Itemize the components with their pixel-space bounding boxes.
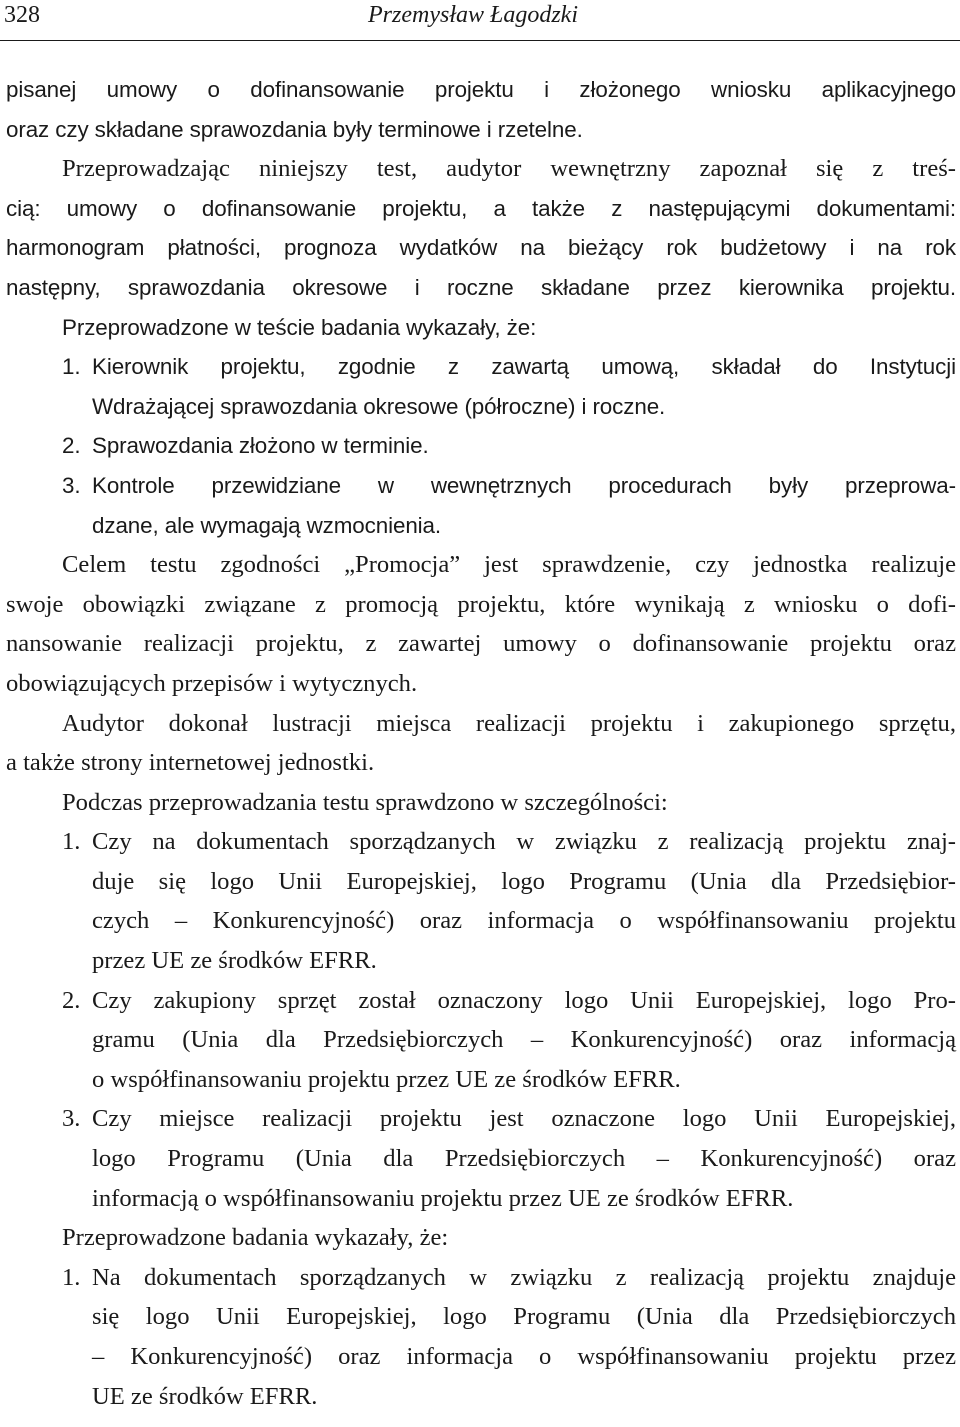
list-item bbox=[6, 1258, 956, 1416]
text-line: – Konkurencyjność) oraz informacja o współfinansowaniu projektu przez bbox=[92, 1343, 956, 1370]
running-head bbox=[4, 0, 956, 30]
text-line: nansowanie realizacji projektu, z zawartej umowy o dofinansowanie projektu oraz bbox=[6, 630, 956, 658]
list-item-text: Czy na dokumentach sporządzanych w związku z realizacją projektu znaj- bbox=[92, 828, 956, 856]
paragraph bbox=[6, 704, 956, 783]
text-line: dzane, ale wymagają wzmocnienia. bbox=[92, 512, 442, 538]
text-line: Wdrażającej sprawozdania okresowe (półroczne) i roczne. bbox=[92, 393, 666, 419]
text-line: o współfinansowaniu projektu przez UE ze środków EFRR. bbox=[92, 1065, 681, 1093]
list-number: 1. bbox=[62, 1263, 81, 1291]
list-intro: Przeprowadzone w teście badania wykazały, że: bbox=[62, 314, 537, 340]
page-number: 328 bbox=[4, 2, 40, 28]
list-item bbox=[6, 1099, 956, 1218]
list-item-text: Na dokumentach sporządzanych w związku z realizacją projektu znajduje bbox=[92, 1263, 956, 1291]
text-line bbox=[6, 466, 956, 506]
list-item bbox=[6, 347, 956, 426]
text-line: Audytor dokonał lustracji miejsca realizacji projektu i zakupionego sprzętu, bbox=[62, 709, 956, 737]
text-line: się logo Unii Europejskiej, logo Programu (Unia dla Przedsiębiorczych bbox=[92, 1303, 956, 1331]
text-line: swoje obowiązki związane z promocją projektu, które wynikają z wniosku o dofi- bbox=[6, 590, 956, 618]
text-line: cią: umowy o dofinansowanie projektu, a także z następującymi dokumentami: bbox=[6, 195, 956, 221]
text-line bbox=[6, 347, 956, 387]
header-rule bbox=[0, 40, 960, 41]
list-item-text: Sprawozdania złożono w terminie. bbox=[92, 433, 429, 459]
paragraph bbox=[6, 545, 956, 703]
list-item bbox=[6, 822, 956, 980]
text-line: pisanej umowy o dofinansowanie projektu i złożonego wniosku aplikacyjnego bbox=[6, 77, 956, 102]
text-line bbox=[6, 1258, 956, 1298]
text-line: informacją o współfinansowaniu projektu przez UE ze środków EFRR. bbox=[92, 1184, 794, 1212]
text-line: przez UE ze środków EFRR. bbox=[92, 947, 377, 975]
text-line: obowiązujących przepisów i wytycznych. bbox=[6, 669, 418, 697]
list-item-text: Czy zakupiony sprzęt został oznaczony logo Unii Europejskiej, logo Pro- bbox=[92, 986, 956, 1014]
list-item bbox=[6, 466, 956, 545]
list-number: 1. bbox=[62, 828, 81, 856]
list-number: 1. bbox=[62, 354, 81, 380]
list-intro: Podczas przeprowadzania testu sprawdzono w szczególności: bbox=[62, 788, 668, 816]
page-body bbox=[6, 70, 956, 1416]
text-line: czych – Konkurencyjność) oraz informacja o współfinansowaniu projektu bbox=[92, 907, 956, 935]
list-item bbox=[6, 981, 956, 1100]
list-number: 2. bbox=[62, 986, 81, 1014]
text-line bbox=[6, 1099, 956, 1139]
paragraph bbox=[6, 149, 956, 307]
results-list bbox=[6, 308, 956, 546]
text-line bbox=[6, 981, 956, 1021]
text-line: UE ze środków EFRR. bbox=[92, 1382, 318, 1410]
list-item-text: Kontrole przewidziane w wewnętrznych procedurach były przeprowa- bbox=[92, 472, 956, 498]
text-line: oraz czy składane sprawozdania były terminowe i rzetelne. bbox=[6, 116, 583, 142]
text-line: duje się logo Unii Europejskiej, logo Programu (Unia dla Przedsiębior- bbox=[92, 867, 956, 895]
list-item bbox=[6, 426, 956, 466]
text-line bbox=[6, 426, 956, 466]
text-line: gramu (Unia dla Przedsiębiorczych – Konkurencyjność) oraz informacją bbox=[92, 1026, 956, 1054]
results-list bbox=[6, 1218, 956, 1416]
list-number: 3. bbox=[62, 1105, 81, 1133]
list-intro: Przeprowadzone badania wykazały, że: bbox=[62, 1224, 449, 1252]
paragraph bbox=[6, 70, 956, 149]
text-line: Celem testu zgodności „Promocja” jest sprawdzenie, czy jednostka realizuje bbox=[62, 551, 956, 579]
list-item-text: Czy miejsce realizacji projektu jest oznaczone logo Unii Europejskiej, bbox=[92, 1105, 956, 1133]
list-number: 2. bbox=[62, 433, 81, 459]
text-line: harmonogram płatności, prognoza wydatków na bieżący rok budżetowy i na rok bbox=[6, 235, 956, 261]
text-line: Przeprowadzając niniejszy test, audytor wewnętrzny zapoznał się z treś- bbox=[62, 155, 956, 183]
text-line: a także strony internetowej jednostki. bbox=[6, 749, 375, 777]
list-number: 3. bbox=[62, 472, 81, 498]
running-head-author: Przemysław Łagodzki bbox=[368, 2, 578, 28]
checks-list bbox=[6, 783, 956, 1219]
text-line: następny, sprawozdania okresowe i roczne składane przez kierownika projektu. bbox=[6, 274, 956, 300]
list-item-text: Kierownik projektu, zgodnie z zawartą umową, składał do Instytucji bbox=[92, 354, 956, 380]
text-line bbox=[6, 822, 956, 862]
text-line: logo Programu (Unia dla Przedsiębiorczych – Konkurencyjność) oraz bbox=[92, 1145, 956, 1173]
